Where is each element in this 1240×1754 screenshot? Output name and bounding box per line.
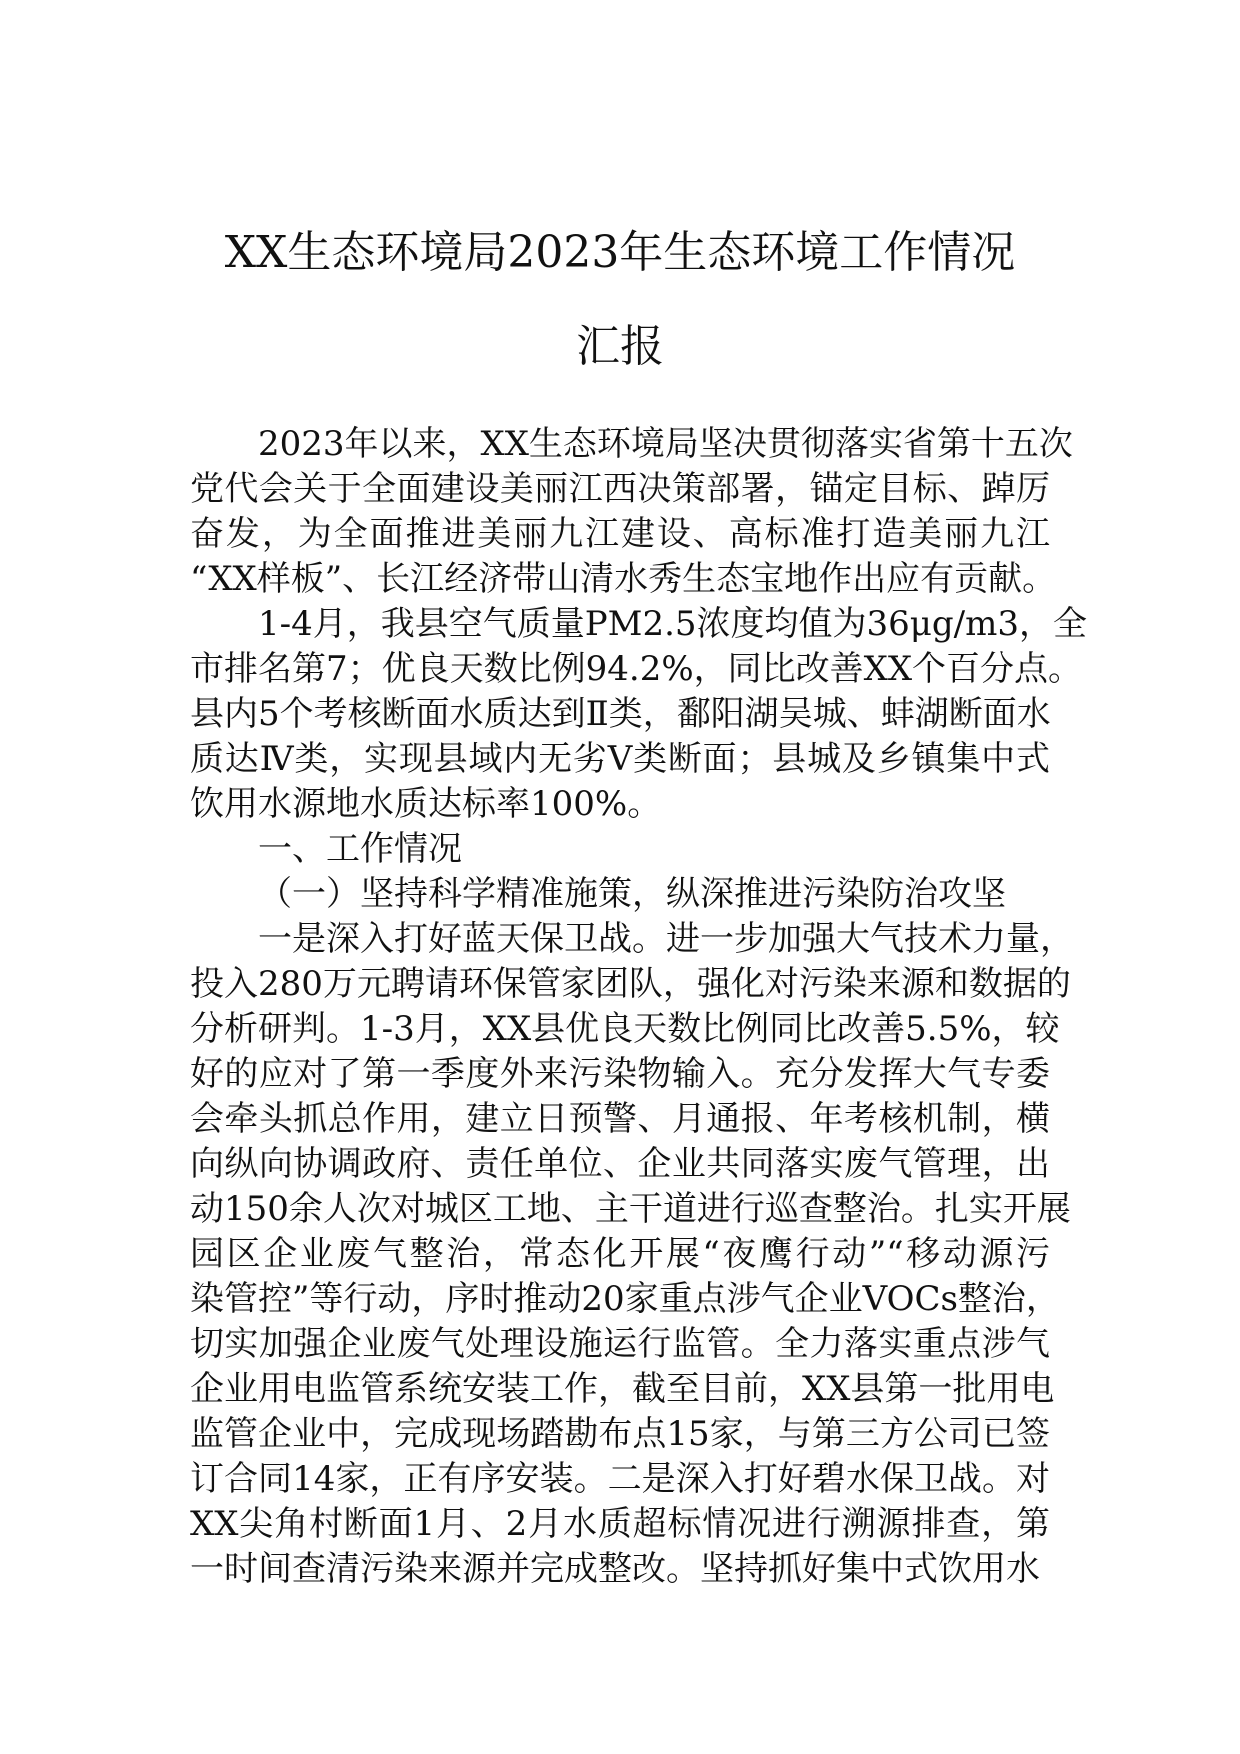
- document-title: [190, 206, 1050, 394]
- text-line: 县内5个考核断面水质达到Ⅱ类，鄱阳湖吴城、蚌湖断面水: [190, 694, 1051, 734]
- text-line: XX尖角村断面1月、2月水质超标情况进行溯源排查，第: [190, 1504, 1050, 1544]
- text-line: 市排名第7；优良天数比例94.2%，同比改善XX个百分点。: [190, 649, 1083, 689]
- text-line: 1-4月，我县空气质量PM2.5浓度均值为36μg/m3，全: [258, 604, 1087, 644]
- stats-paragraph: [190, 602, 1087, 827]
- text-line: 饮用水源地水质达标率100%。: [190, 784, 662, 824]
- document-body: [190, 422, 1087, 1592]
- text-line: 订合同14家，正有序安装。二是深入打好碧水保卫战。对: [190, 1459, 1050, 1499]
- text-line: 会牵头抓总作用，建立日预警、月通报、年考核机制，横: [190, 1099, 1050, 1139]
- document-title-line-1: XX生态环境局2023年生态环境工作情况: [224, 227, 1016, 278]
- text-line: 企业用电监管系统安装工作，截至目前，XX县第一批用电: [190, 1369, 1055, 1409]
- text-line: “XX样板”、长江经济带山清水秀生态宝地作出应有贡献。: [190, 559, 1057, 599]
- text-line: 质达Ⅳ类，实现县域内无劣Ⅴ类断面；县城及乡镇集中式: [190, 739, 1050, 779]
- section-heading-text: 一、工作情况: [258, 829, 462, 869]
- text-line: 染管控”等行动，序时推动20家重点涉气企业VOCs整治，: [190, 1279, 1060, 1319]
- text-line: 一时间查清污染来源并完成整改。坚持抓好集中式饮用水: [190, 1549, 1040, 1589]
- text-line: 动150余人次对城区工地、主干道进行巡查整治。扎实开展: [190, 1189, 1071, 1229]
- text-line: 监管企业中，完成现场踏勘布点15家，与第三方公司已签: [190, 1414, 1050, 1454]
- subsection-heading: [190, 872, 1050, 917]
- section-heading: [190, 827, 1050, 872]
- intro-paragraph: [190, 422, 1073, 602]
- text-line: 切实加强企业废气处理设施运行监管。全力落实重点涉气: [190, 1324, 1050, 1364]
- document-title-line-2: 汇报: [576, 321, 664, 372]
- text-line: 投入280万元聘请环保管家团队，强化对污染来源和数据的: [190, 964, 1071, 1004]
- text-line: 奋发，为全面推进美丽九江建设、高标准打造美丽九江: [190, 514, 1050, 554]
- subsection-heading-text: （一）坚持科学精准施策，纵深推进污染防治攻坚: [258, 874, 1006, 914]
- text-line: 党代会关于全面建设美丽江西决策部署，锚定目标、踔厉: [190, 469, 1050, 509]
- text-line: 向纵向协调政府、责任单位、企业共同落实废气管理，出: [190, 1144, 1050, 1184]
- work-detail-paragraph: [190, 917, 1074, 1592]
- text-line: 2023年以来，XX生态环境局坚决贯彻落实省第十五次: [258, 424, 1073, 464]
- text-line: 分析研判。1-3月，XX县优良天数比例同比改善5.5%，较: [190, 1009, 1060, 1049]
- text-line: 园区企业废气整治，常态化开展“夜鹰行动”“移动源污: [190, 1234, 1050, 1274]
- text-line: 好的应对了第一季度外来污染物输入。充分发挥大气专委: [190, 1054, 1050, 1094]
- text-line: 一是深入打好蓝天保卫战。进一步加强大气技术力量，: [258, 919, 1074, 959]
